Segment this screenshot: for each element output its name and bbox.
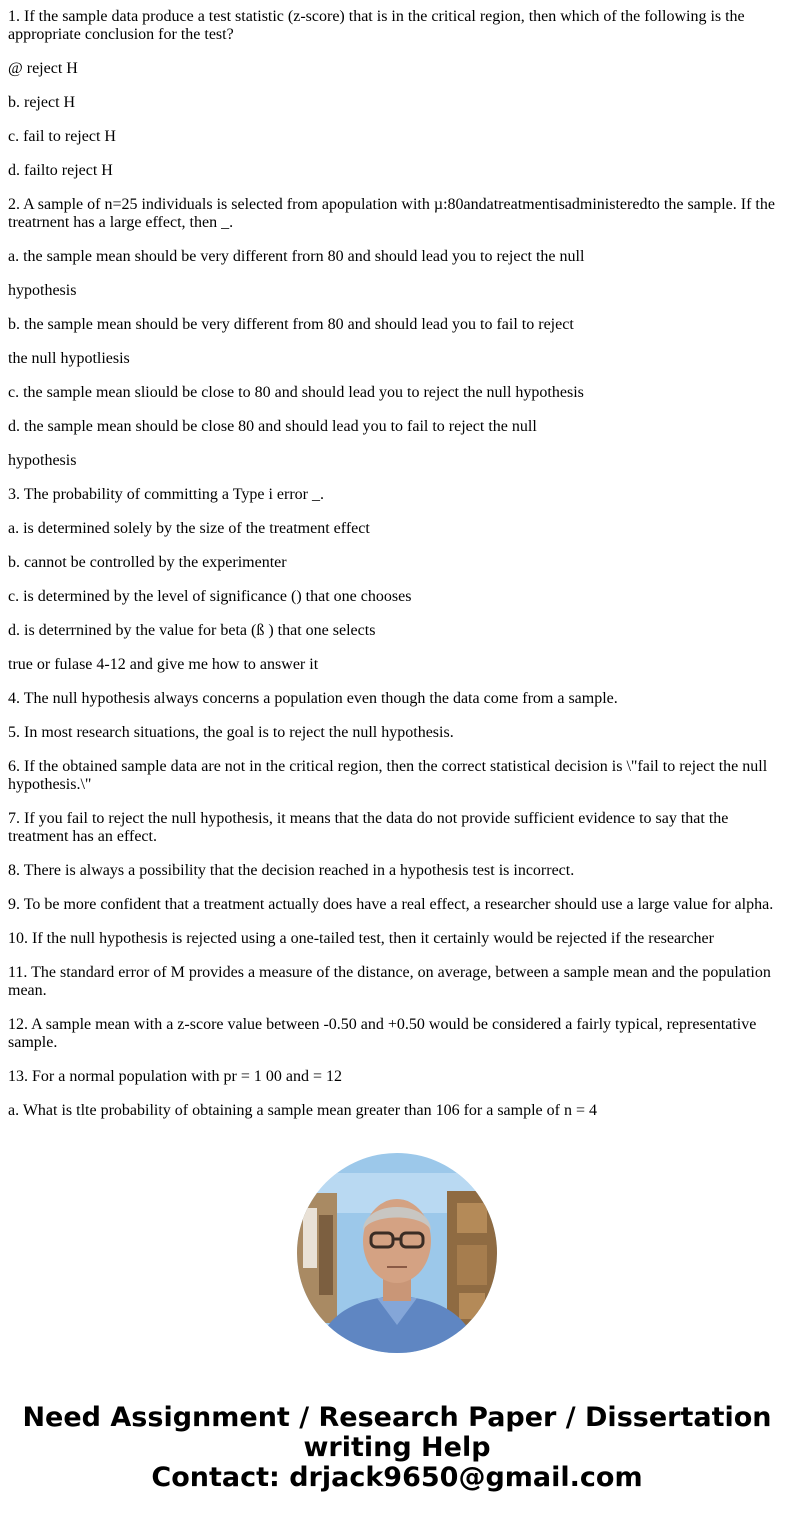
question-paragraph: d. failto reject H xyxy=(8,162,113,179)
question-paragraph: 7. If you fail to reject the null hypothesis, it means that the data do not provide sufficient evidence to say that the treatment has an effect. xyxy=(8,810,729,845)
question-paragraph: 11. The standard error of M provides a measure of the distance, on average, between a sample mean and the population mean. xyxy=(8,964,771,999)
question-paragraph: b. the sample mean should be very different from 80 and should lead you to fail to reject xyxy=(8,316,574,333)
question-paragraph: the null hypotliesis xyxy=(8,350,130,367)
question-paragraph: 13. For a normal population with pr = 1 00 and = 12 xyxy=(8,1068,343,1085)
question-paragraph: 1. If the sample data produce a test statistic (z-score) that is in the critical region, then which of the following is the appropriate conclusion for the test? xyxy=(8,8,745,43)
question-paragraph: hypothesis xyxy=(8,282,77,299)
question-paragraph: @ reject H xyxy=(8,60,78,77)
footer-headline: Need Assignment / Research Paper / Dissertation writing Help xyxy=(22,1402,772,1463)
person-photo-icon xyxy=(297,1153,497,1353)
question-paragraph: d. is deterrnined by the value for beta (ß ) that one selects xyxy=(8,622,376,639)
question-paragraph: b. cannot be controlled by the experimenter xyxy=(8,554,287,571)
question-paragraph: c. the sample mean sliould be close to 80 and should lead you to reject the null hypothesis xyxy=(8,384,584,401)
question-paragraph: 5. In most research situations, the goal is to reject the null hypothesis. xyxy=(8,724,454,741)
question-paragraph: 4. The null hypothesis always concerns a population even though the data come from a sample. xyxy=(8,690,618,707)
question-paragraph: 3. The probability of committing a Type i error _. xyxy=(8,486,324,503)
footer-contact-email: Contact: drjack9650@gmail.com xyxy=(151,1462,643,1493)
question-paragraph: true or fulase 4-12 and give me how to answer it xyxy=(8,656,319,673)
question-paragraph: c. is determined by the level of significance () that one chooses xyxy=(8,588,412,605)
contact-footer xyxy=(0,1403,794,1493)
avatar xyxy=(297,1153,497,1353)
question-paragraph: b. reject H xyxy=(8,94,76,111)
question-paragraph: 12. A sample mean with a z-score value between -0.50 and +0.50 would be considered a fairly typical, representative sample. xyxy=(8,1016,757,1051)
question-paragraph: a. What is tlte probability of obtaining a sample mean greater than 106 for a sample of n = 4 xyxy=(8,1102,597,1119)
question-paragraph: 8. There is always a possibility that the decision reached in a hypothesis test is incorrect. xyxy=(8,862,575,879)
question-paragraph: c. fail to reject H xyxy=(8,128,116,145)
question-paragraph: 9. To be more confident that a treatment actually does have a real effect, a researcher should use a large value for alpha. xyxy=(8,896,774,913)
question-paragraph: a. the sample mean should be very different frorn 80 and should lead you to reject the null xyxy=(8,248,585,265)
question-paragraph: d. the sample mean should be close 80 and should lead you to fail to reject the null xyxy=(8,418,537,435)
question-paragraph: hypothesis xyxy=(8,452,77,469)
question-paragraph: a. is determined solely by the size of the treatment effect xyxy=(8,520,370,537)
question-paragraph: 10. If the null hypothesis is rejected using a one-tailed test, then it certainly would be rejected if the researcher xyxy=(8,930,714,947)
question-paragraph: 2. A sample of n=25 individuals is selected from apopulation with µ:80andatreatmentisadministeredto the sample. If the treatrnent has a large effect, then _. xyxy=(8,196,775,231)
question-paragraph: 6. If the obtained sample data are not in the critical region, then the correct statistical decision is \"fail to reject the null hypothesis.\" xyxy=(8,758,768,793)
